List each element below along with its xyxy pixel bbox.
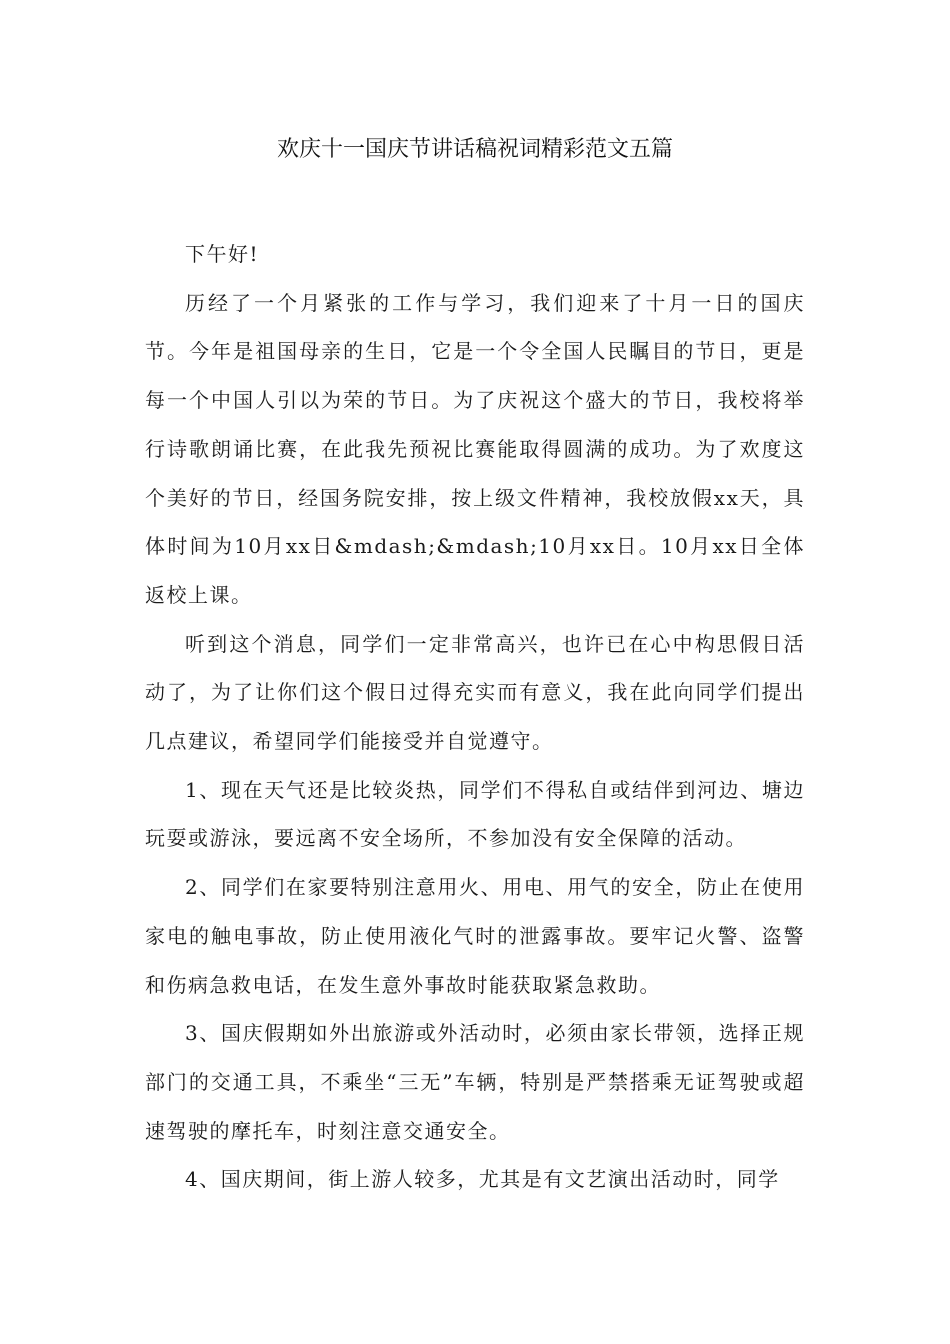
suggestion-item-1: 1、现在天气还是比较炎热，同学们不得私自或结伴到河边、塘边玩耍或游泳，要远离不安全场所，不参加没有安全保障的活动。 (145, 777, 805, 851)
body-paragraph-suggestions: 听到这个消息，同学们一定非常高兴，也许已在心中构思假日活动了，为了让你们这个假日过得充实而有意义，我在此向同学们提出几点建议，希望同学们能接受并自觉遵守。 (145, 631, 805, 754)
document-title: 欢庆十一国庆节讲话稿祝词精彩范文五篇 (276, 137, 673, 162)
document-body (145, 230, 805, 1204)
body-paragraph-intro: 历经了一个月紧张的工作与学习，我们迎来了十月一日的国庆节。今年是祖国母亲的生日，它是一个令全国人民瞩目的节日，更是每一个中国人引以为荣的节日。为了庆祝这个盛大的节日，我校将举行诗歌朗诵比赛，在此我先预祝比赛能取得圆满的成功。为了欢度这个美好的节日，经国务院安排，按上级文件精神，我校放假xx天，具体时间为10月xx日&mdash;&mdash;10月xx日。10月xx日全体返校上课。 (145, 290, 805, 607)
greeting-paragraph: 下午好! (185, 242, 260, 266)
suggestion-item-2: 2、同学们在家要特别注意用火、用电、用气的安全，防止在使用家电的触电事故，防止使用液化气时的泄露事故。要牢记火警、盗警和伤病急救电话，在发生意外事故时能获取紧急救助。 (145, 875, 805, 997)
suggestion-item-4: 4、国庆期间，街上游人较多，尤其是有文艺演出活动时，同学 (185, 1167, 780, 1192)
suggestion-item-3: 3、国庆假期如外出旅游或外活动时，必须由家长带领，选择正规部门的交通工具，不乘坐“三无”车辆，特别是严禁搭乘无证驾驶或超速驾驶的摩托车，时刻注意交通安全。 (145, 1021, 805, 1143)
